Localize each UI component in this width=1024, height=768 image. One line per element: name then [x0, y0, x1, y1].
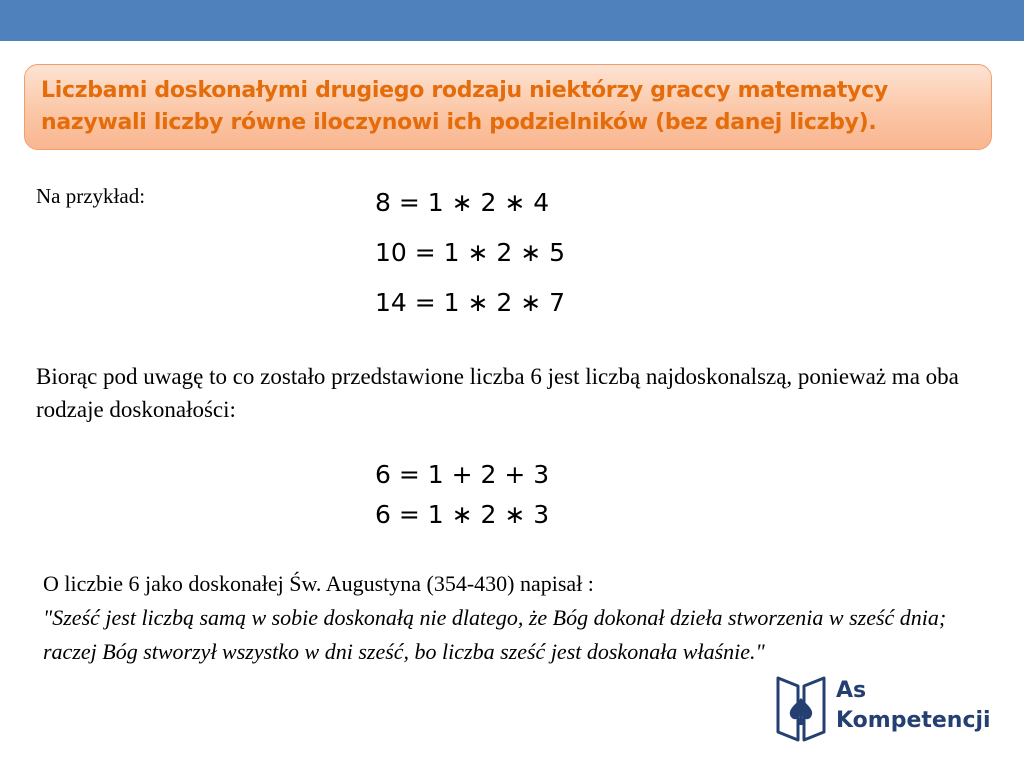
explanation-paragraph: Biorąc pod uwagę to co zostało przedstawione liczba 6 jest liczbą najdoskonalszą, ponieważ ma oba rodzaje doskonałości: — [36, 364, 959, 422]
equation-8: 8 = 1 ∗ 2 ∗ 4 — [375, 188, 550, 217]
augustine-quote-block — [43, 567, 973, 669]
quote-intro: O liczbie 6 jako doskonałej Św. Augustyna (354-430) napisał : — [43, 571, 594, 596]
title-box — [24, 64, 992, 150]
logo-line-1: As — [836, 678, 867, 703]
equation-14: 14 = 1 ∗ 2 ∗ 7 — [375, 288, 566, 317]
equation-10: 10 = 1 ∗ 2 ∗ 5 — [375, 238, 566, 267]
example-label: Na przykład: — [36, 184, 146, 208]
equation-6-sum: 6 = 1 + 2 + 3 — [375, 460, 550, 489]
logo-line-2: Kompetencji — [836, 708, 991, 733]
spade-card-icon — [770, 670, 832, 742]
quote-text: "Sześć jest liczbą samą w sobie doskonałą nie dlatego, że Bóg dokonał dzieła stworzenia w sześć dnia; raczej Bóg stworzył wszystko w dni sześć, bo liczba sześć jest doskonała właśnie." — [43, 605, 947, 664]
equation-6-product: 6 = 1 ∗ 2 ∗ 3 — [375, 500, 550, 529]
top-bar — [0, 0, 1024, 41]
logo — [770, 670, 1000, 750]
slide-title: Liczbami doskonałymi drugiego rodzaju niektórzy graccy matematycy nazywali liczby równe iloczynowi ich podzielników (bez danej liczby). — [41, 78, 888, 135]
six-equations — [375, 459, 549, 539]
logo-text — [836, 676, 991, 736]
example-equations — [375, 186, 565, 336]
